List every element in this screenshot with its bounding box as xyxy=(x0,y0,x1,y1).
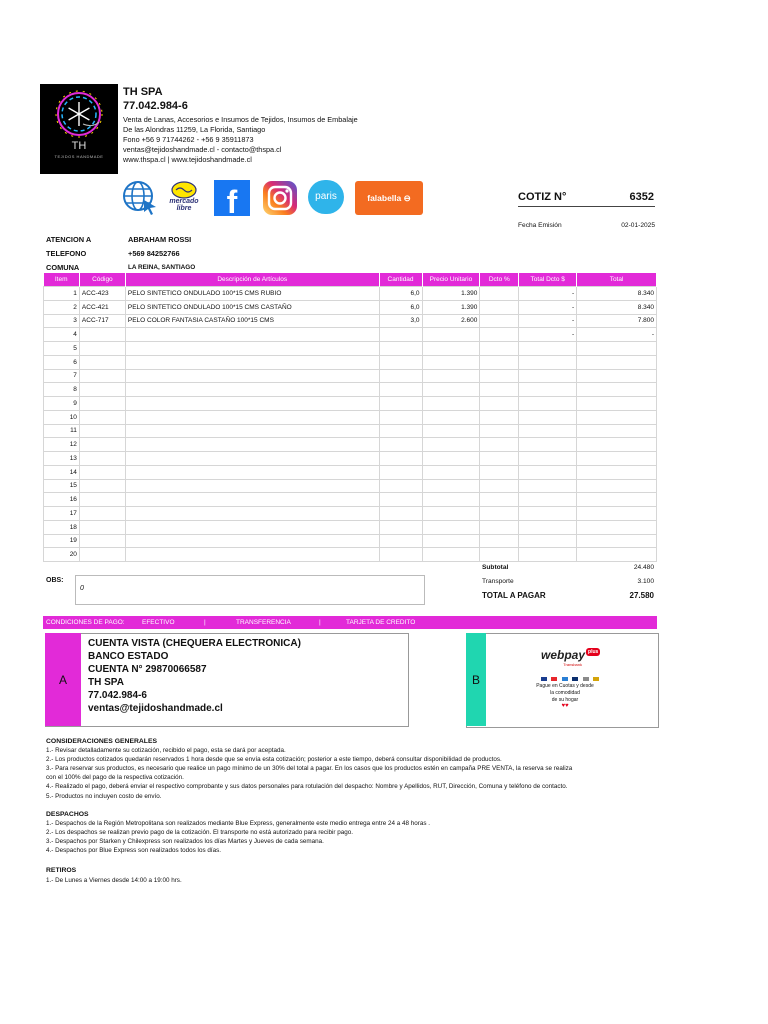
header-unit-price: Precio Unitario xyxy=(422,273,480,287)
date-label: Fecha Emisión xyxy=(518,222,562,229)
item-code xyxy=(79,520,125,534)
item-code xyxy=(79,493,125,507)
item-quantity: 6,0 xyxy=(379,287,422,301)
item-discount-pct xyxy=(480,493,519,507)
option-a-tab: A xyxy=(45,633,81,726)
item-total xyxy=(577,369,657,383)
item-number: 20 xyxy=(44,548,80,562)
item-total xyxy=(577,438,657,452)
item-unit-price xyxy=(422,548,480,562)
item-discount-total xyxy=(519,479,577,493)
item-description xyxy=(125,383,379,397)
company-phone: Fono +56 9 71744262 - +56 9 35911873 xyxy=(123,135,254,144)
item-quantity xyxy=(379,397,422,411)
item-code xyxy=(79,383,125,397)
item-code xyxy=(79,328,125,342)
logo-subtext: TEJIDOS HANDMADE xyxy=(54,154,104,159)
item-quantity xyxy=(379,369,422,383)
items-table xyxy=(43,273,657,562)
table-row xyxy=(44,287,657,301)
item-discount-total xyxy=(519,355,577,369)
item-quantity xyxy=(379,424,422,438)
item-code xyxy=(79,397,125,411)
header-discount-pct: Dcto % xyxy=(480,273,519,287)
item-code xyxy=(79,355,125,369)
item-discount-pct xyxy=(480,328,519,342)
item-quantity xyxy=(379,452,422,466)
table-row xyxy=(44,397,657,411)
item-discount-pct xyxy=(480,452,519,466)
payment-label: CONDICIONES DE PAGO: xyxy=(46,619,125,626)
client-phone: +569 84252766 xyxy=(128,249,180,258)
header-code: Código xyxy=(79,273,125,287)
terms-line: 4.- Realizado el pago, deberá enviar el respectivo comprobante y sus datos personales para rotulación del despacho: Nombre y Apellidos, RUT, Dirección, Comuna y teléfono de contacto. xyxy=(46,783,568,790)
item-quantity xyxy=(379,479,422,493)
pickup-title: RETIROS xyxy=(46,867,77,874)
item-description xyxy=(125,465,379,479)
item-discount-pct xyxy=(480,479,519,493)
item-discount-pct xyxy=(480,355,519,369)
table-row xyxy=(44,438,657,452)
item-discount-total xyxy=(519,369,577,383)
item-number: 5 xyxy=(44,342,80,356)
item-code: ACC-717 xyxy=(79,314,125,328)
item-discount-pct xyxy=(480,507,519,521)
item-number: 17 xyxy=(44,507,80,521)
item-unit-price xyxy=(422,465,480,479)
item-quantity xyxy=(379,520,422,534)
company-logo xyxy=(40,84,118,174)
table-row xyxy=(44,452,657,466)
item-number: 9 xyxy=(44,397,80,411)
item-code xyxy=(79,465,125,479)
item-total xyxy=(577,465,657,479)
item-description xyxy=(125,507,379,521)
item-quantity xyxy=(379,493,422,507)
header-quantity: Cantidad xyxy=(379,273,422,287)
item-description: PELO COLOR FANTASIA CASTAÑO 100*15 CMS xyxy=(125,314,379,328)
item-total xyxy=(577,410,657,424)
option-b-tab: B xyxy=(466,633,486,726)
item-code xyxy=(79,369,125,383)
item-quantity: 3,0 xyxy=(379,314,422,328)
item-total xyxy=(577,355,657,369)
item-code xyxy=(79,507,125,521)
item-quantity xyxy=(379,438,422,452)
item-total: - xyxy=(577,328,657,342)
client-commune: LA REINA, SANTIAGO xyxy=(128,264,196,271)
table-row xyxy=(44,465,657,479)
item-number: 6 xyxy=(44,355,80,369)
table-row xyxy=(44,520,657,534)
item-discount-pct xyxy=(480,397,519,411)
item-number: 12 xyxy=(44,438,80,452)
item-code: ACC-423 xyxy=(79,287,125,301)
item-discount-total: - xyxy=(519,328,577,342)
account-email[interactable]: ventas@tejidoshandmade.cl xyxy=(88,703,223,714)
transbank-label: Transbank xyxy=(563,662,582,667)
item-total xyxy=(577,479,657,493)
item-code xyxy=(79,342,125,356)
table-row xyxy=(44,369,657,383)
obs-box xyxy=(75,575,425,605)
item-discount-pct xyxy=(480,383,519,397)
header-total: Total xyxy=(577,273,657,287)
item-total xyxy=(577,534,657,548)
logo-text: TH xyxy=(71,140,87,152)
table-row xyxy=(44,355,657,369)
item-description xyxy=(125,397,379,411)
table-row xyxy=(44,328,657,342)
item-discount-pct xyxy=(480,369,519,383)
item-total xyxy=(577,397,657,411)
account-type: CUENTA VISTA (CHEQUERA ELECTRONICA) xyxy=(88,638,301,649)
terms-line: 5.- Productos no incluyen costo de envío. xyxy=(46,793,162,800)
item-discount-total: - xyxy=(519,287,577,301)
item-unit-price xyxy=(422,534,480,548)
item-discount-pct xyxy=(480,314,519,328)
item-code xyxy=(79,438,125,452)
company-description: Venta de Lanas, Accesorios e Insumos de Tejidos, Insumos de Embalaje xyxy=(123,115,358,124)
item-description xyxy=(125,342,379,356)
company-websites[interactable]: www.thspa.cl | www.tejidoshandmade.cl xyxy=(123,155,252,164)
item-discount-pct xyxy=(480,534,519,548)
item-discount-total xyxy=(519,507,577,521)
table-row xyxy=(44,424,657,438)
item-code xyxy=(79,410,125,424)
item-discount-pct xyxy=(480,520,519,534)
item-discount-total xyxy=(519,438,577,452)
item-description xyxy=(125,534,379,548)
item-unit-price xyxy=(422,342,480,356)
table-row xyxy=(44,534,657,548)
item-discount-pct xyxy=(480,424,519,438)
item-code xyxy=(79,548,125,562)
item-number: 10 xyxy=(44,410,80,424)
item-discount-total xyxy=(519,452,577,466)
item-code: ACC-421 xyxy=(79,300,125,314)
client-phone-label: TELEFONO xyxy=(46,249,87,258)
item-description xyxy=(125,424,379,438)
terms-line: con el 100% del pago de la respectiva cotización. xyxy=(46,774,184,781)
item-description xyxy=(125,438,379,452)
item-discount-pct xyxy=(480,548,519,562)
company-emails[interactable]: ventas@tejidoshandmade.cl - contacto@thspa.cl xyxy=(123,145,282,154)
item-quantity: 6,0 xyxy=(379,300,422,314)
item-quantity xyxy=(379,355,422,369)
terms-line: 2.- Los productos cotizados quedarán reservados 1 hora desde que se envía esta cotización; posterior a este tiempo, deberá consultar disponibilidad de productos. xyxy=(46,756,502,763)
item-description xyxy=(125,548,379,562)
bank-name: BANCO ESTADO xyxy=(88,651,169,662)
total-value: 27.580 xyxy=(629,591,654,600)
item-unit-price: 1.390 xyxy=(422,287,480,301)
item-discount-total xyxy=(519,465,577,479)
account-number: CUENTA N° 29870066587 xyxy=(88,664,207,675)
total-label: TOTAL A PAGAR xyxy=(482,591,546,600)
item-description xyxy=(125,493,379,507)
company-address: De las Alondras 11259, La Florida, Santiago xyxy=(123,125,266,134)
transport-value: 3.100 xyxy=(637,578,654,585)
item-quantity xyxy=(379,548,422,562)
item-number: 4 xyxy=(44,328,80,342)
header-item: Item xyxy=(44,273,80,287)
item-total xyxy=(577,342,657,356)
table-row xyxy=(44,548,657,562)
terms-line: 1.- Revisar detalladamente su cotización, recibido el pago, esta se dará por aceptada. xyxy=(46,747,286,754)
item-unit-price xyxy=(422,328,480,342)
item-unit-price: 2.600 xyxy=(422,314,480,328)
quote-label: COTIZ N° xyxy=(518,191,567,203)
webpay-line-1: Pague en Cuotas y desde xyxy=(536,683,594,689)
item-quantity xyxy=(379,507,422,521)
item-number: 14 xyxy=(44,465,80,479)
item-quantity xyxy=(379,328,422,342)
account-holder: TH SPA xyxy=(88,677,124,688)
paris-icon[interactable]: paris xyxy=(308,180,344,214)
item-description: PELO SINTETICO ONDULADO 100*15 CMS RUBIO xyxy=(125,287,379,301)
shipping-title: DESPACHOS xyxy=(46,811,89,818)
webpay-line-3: de su hogar xyxy=(551,697,579,703)
table-row xyxy=(44,410,657,424)
item-description xyxy=(125,355,379,369)
client-name: ABRAHAM ROSSI xyxy=(128,235,192,244)
item-number: 16 xyxy=(44,493,80,507)
item-discount-pct xyxy=(480,465,519,479)
date-value: 02-01-2025 xyxy=(621,222,655,229)
item-discount-pct xyxy=(480,438,519,452)
item-total xyxy=(577,520,657,534)
item-discount-pct xyxy=(480,300,519,314)
item-discount-total xyxy=(519,520,577,534)
separator: | xyxy=(319,619,321,626)
webpay-logo: webpay plus xyxy=(541,648,599,662)
header-discount-total: Total Dcto $ xyxy=(519,273,577,287)
item-unit-price xyxy=(422,438,480,452)
heart-icon: ♥♥ xyxy=(561,703,569,709)
separator: | xyxy=(204,619,206,626)
item-quantity xyxy=(379,465,422,479)
item-unit-price xyxy=(422,493,480,507)
item-discount-pct xyxy=(480,287,519,301)
shipping-line: 2.- Los despachos se realizan previo pago de la cotización. El transporte no está autorizado para recibir pago. xyxy=(46,829,353,836)
payment-conditions-bar xyxy=(43,616,657,629)
item-unit-price xyxy=(422,410,480,424)
snowflake-icon xyxy=(53,88,105,140)
subtotal-value: 24.480 xyxy=(633,564,654,571)
item-discount-total xyxy=(519,383,577,397)
subtotal-label: Subtotal xyxy=(482,564,509,571)
instagram-icon[interactable] xyxy=(262,180,298,216)
web-icon[interactable] xyxy=(122,180,158,216)
table-row xyxy=(44,314,657,328)
item-description xyxy=(125,520,379,534)
table-row xyxy=(44,493,657,507)
shipping-line: 1.- Despachos de la Región Metropolitana son realizados mediante Blue Express, generalmente este medio entrega entre 24 a 48 horas . xyxy=(46,820,430,827)
item-discount-total: - xyxy=(519,314,577,328)
item-discount-total xyxy=(519,342,577,356)
item-code xyxy=(79,452,125,466)
header-description: Descripción de Artículos xyxy=(125,273,379,287)
item-total: 7.800 xyxy=(577,314,657,328)
item-number: 7 xyxy=(44,369,80,383)
item-unit-price xyxy=(422,369,480,383)
item-discount-pct xyxy=(480,410,519,424)
item-quantity xyxy=(379,342,422,356)
payment-credit-card: TARJETA DE CREDITO xyxy=(346,619,416,626)
item-discount-total xyxy=(519,410,577,424)
item-total xyxy=(577,424,657,438)
item-unit-price xyxy=(422,383,480,397)
item-quantity xyxy=(379,383,422,397)
item-discount-total xyxy=(519,397,577,411)
item-description xyxy=(125,479,379,493)
item-unit-price xyxy=(422,355,480,369)
table-row xyxy=(44,479,657,493)
item-total: 8.340 xyxy=(577,287,657,301)
payment-transfer: TRANSFERENCIA xyxy=(236,619,291,626)
item-number: 11 xyxy=(44,424,80,438)
item-discount-total xyxy=(519,493,577,507)
item-description xyxy=(125,328,379,342)
item-discount-total xyxy=(519,534,577,548)
item-total xyxy=(577,383,657,397)
mercadolibre-icon[interactable]: mercado libre xyxy=(166,180,202,216)
item-description xyxy=(125,410,379,424)
item-unit-price xyxy=(422,507,480,521)
falabella-icon[interactable]: falabella ⊖ xyxy=(355,181,423,215)
item-quantity xyxy=(379,410,422,424)
item-number: 13 xyxy=(44,452,80,466)
item-unit-price: 1.390 xyxy=(422,300,480,314)
item-discount-total xyxy=(519,548,577,562)
item-number: 2 xyxy=(44,300,80,314)
item-number: 1 xyxy=(44,287,80,301)
item-code xyxy=(79,479,125,493)
item-code xyxy=(79,534,125,548)
item-unit-price xyxy=(422,424,480,438)
obs-label: OBS: xyxy=(46,577,64,584)
divider xyxy=(518,206,655,207)
item-discount-pct xyxy=(480,342,519,356)
item-unit-price xyxy=(422,520,480,534)
client-commune-label: COMUNA xyxy=(46,263,80,272)
webpay-line-2: la comodidad xyxy=(550,690,580,696)
company-name: TH SPA xyxy=(123,86,163,98)
item-discount-total xyxy=(519,424,577,438)
table-row xyxy=(44,342,657,356)
item-number: 3 xyxy=(44,314,80,328)
item-discount-total: - xyxy=(519,300,577,314)
item-total xyxy=(577,548,657,562)
item-unit-price xyxy=(422,479,480,493)
payment-cash: EFECTIVO xyxy=(142,619,175,626)
item-total xyxy=(577,493,657,507)
terms-title: CONSIDERACIONES GENERALES xyxy=(46,738,158,745)
item-total xyxy=(577,507,657,521)
obs-value: 0 xyxy=(80,585,84,592)
shipping-line: 3.- Despachos por Starken y Chilexpress son realizados los días Martes y Jueves de cada semana. xyxy=(46,838,324,845)
transport-label: Transporte xyxy=(482,578,514,585)
terms-line: 3.- Para reservar sus productos, es necesario que realice un pago mínimo de un 30% del total a pagar. En los casos que los productos estén en campaña PRE VENTA, la reserva se realiza xyxy=(46,765,573,772)
item-number: 8 xyxy=(44,383,80,397)
item-code xyxy=(79,424,125,438)
item-number: 18 xyxy=(44,520,80,534)
item-description: PELO SINTETICO ONDULADO 100*15 CMS CASTAÑO xyxy=(125,300,379,314)
pickup-line: 1.- De Lunes a Viernes desde 14:00 a 19:00 hrs. xyxy=(46,877,182,884)
client-name-label: ATENCION A xyxy=(46,235,92,244)
company-rut: 77.042.984-6 xyxy=(123,100,188,112)
item-description xyxy=(125,369,379,383)
table-row xyxy=(44,383,657,397)
item-total: 8.340 xyxy=(577,300,657,314)
shipping-line: 4.- Despachos por Blue Express son realizados todos los días. xyxy=(46,847,222,854)
item-unit-price xyxy=(422,397,480,411)
quote-number: 6352 xyxy=(629,191,654,203)
table-header xyxy=(44,273,657,287)
item-number: 15 xyxy=(44,479,80,493)
table-row xyxy=(44,507,657,521)
item-unit-price xyxy=(422,452,480,466)
item-total xyxy=(577,452,657,466)
item-quantity xyxy=(379,534,422,548)
facebook-icon[interactable]: f xyxy=(214,180,250,216)
item-description xyxy=(125,452,379,466)
item-number: 19 xyxy=(44,534,80,548)
table-row xyxy=(44,300,657,314)
account-rut: 77.042.984-6 xyxy=(88,690,147,701)
